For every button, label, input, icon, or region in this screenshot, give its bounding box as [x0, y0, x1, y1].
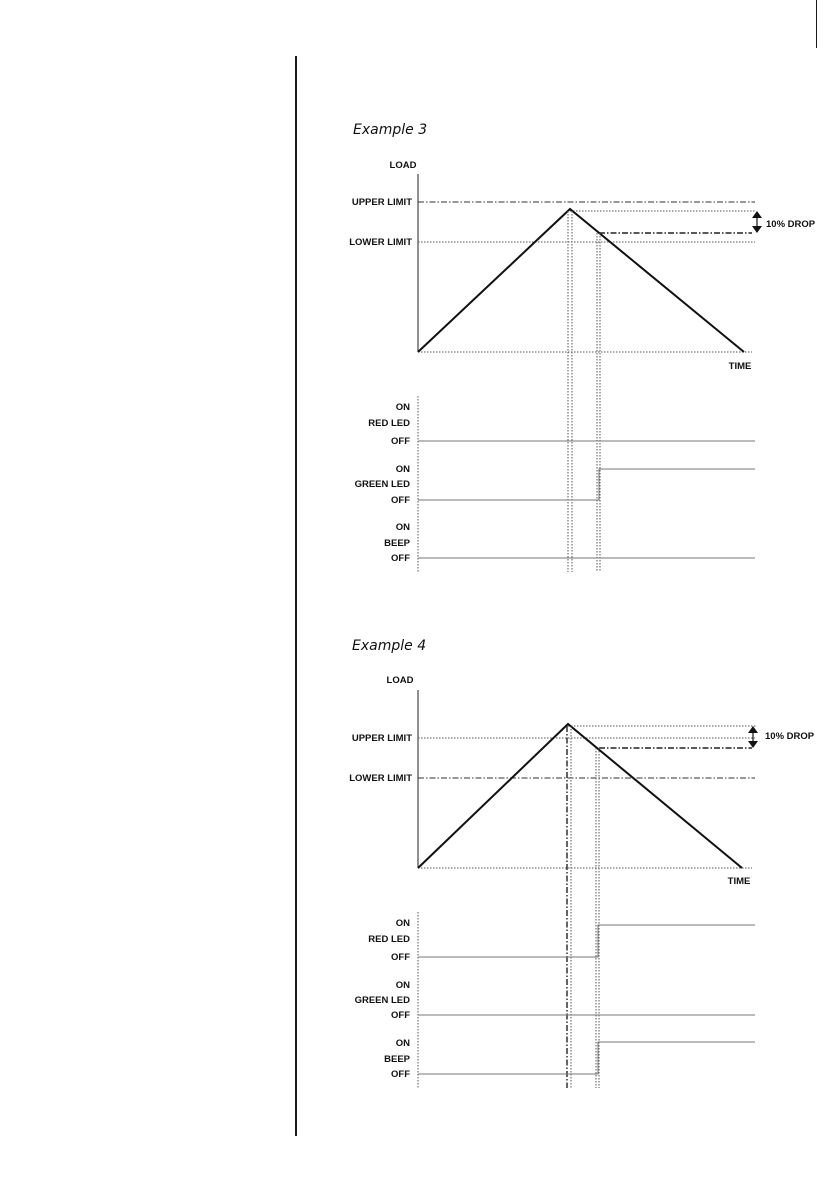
example-3-green-led-label: GREEN LED: [354, 479, 410, 490]
example-3-load-curve: [418, 209, 744, 352]
example-3-lower-limit-label: LOWER LIMIT: [349, 237, 412, 248]
example-3-green-led-trace: [418, 469, 755, 500]
example-3-load-label: LOAD: [389, 160, 417, 171]
example-4-upper-limit-label: UPPER LIMIT: [351, 733, 412, 744]
example-4-red-off-label: OFF: [391, 952, 410, 963]
example-4-drop-arrow: [748, 726, 758, 748]
example-4-beep-trace: [418, 1042, 755, 1074]
example-4-drop-label: 10% DROP: [765, 731, 815, 742]
example-4-green-off-label: OFF: [391, 1010, 410, 1021]
example-3-red-off-label: OFF: [391, 436, 410, 447]
example-3-drop-label: 10% DROP: [766, 219, 816, 230]
example-4-load-curve: [418, 724, 742, 868]
example-4-load-label: LOAD: [386, 675, 414, 686]
example-4-red-led-trace: [418, 925, 755, 957]
example-4-beep-off-label: OFF: [391, 1069, 410, 1080]
example-3-red-led-label: RED LED: [368, 418, 410, 429]
example-4-title: Example 4: [352, 638, 427, 654]
example-4-time-label: TIME: [727, 876, 751, 887]
example-3-red-on-label: ON: [395, 402, 410, 413]
example-4-green-led-label: GREEN LED: [354, 995, 410, 1006]
example-3-time-label: TIME: [728, 361, 752, 372]
example-4-red-led-label: RED LED: [368, 934, 410, 945]
example-4-red-on-label: ON: [395, 918, 410, 929]
example-3-diagram: [349, 122, 816, 572]
example-3-title: Example 3: [353, 122, 428, 138]
example-3-drop-arrow: [752, 211, 762, 233]
example-4-green-on-label: ON: [395, 980, 410, 991]
example-3-green-on-label: ON: [395, 464, 410, 475]
example-4-beep-on-label: ON: [395, 1038, 410, 1049]
example-3-beep-off-label: OFF: [391, 553, 410, 564]
example-4-diagram: [349, 638, 815, 1088]
example-3-green-off-label: OFF: [391, 495, 410, 506]
example-4-beep-label: BEEP: [384, 1054, 410, 1065]
example-3-beep-on-label: ON: [395, 522, 410, 533]
example-3-beep-label: BEEP: [384, 538, 410, 549]
example-4-lower-limit-label: LOWER LIMIT: [349, 773, 412, 784]
example-3-upper-limit-label: UPPER LIMIT: [351, 197, 412, 208]
